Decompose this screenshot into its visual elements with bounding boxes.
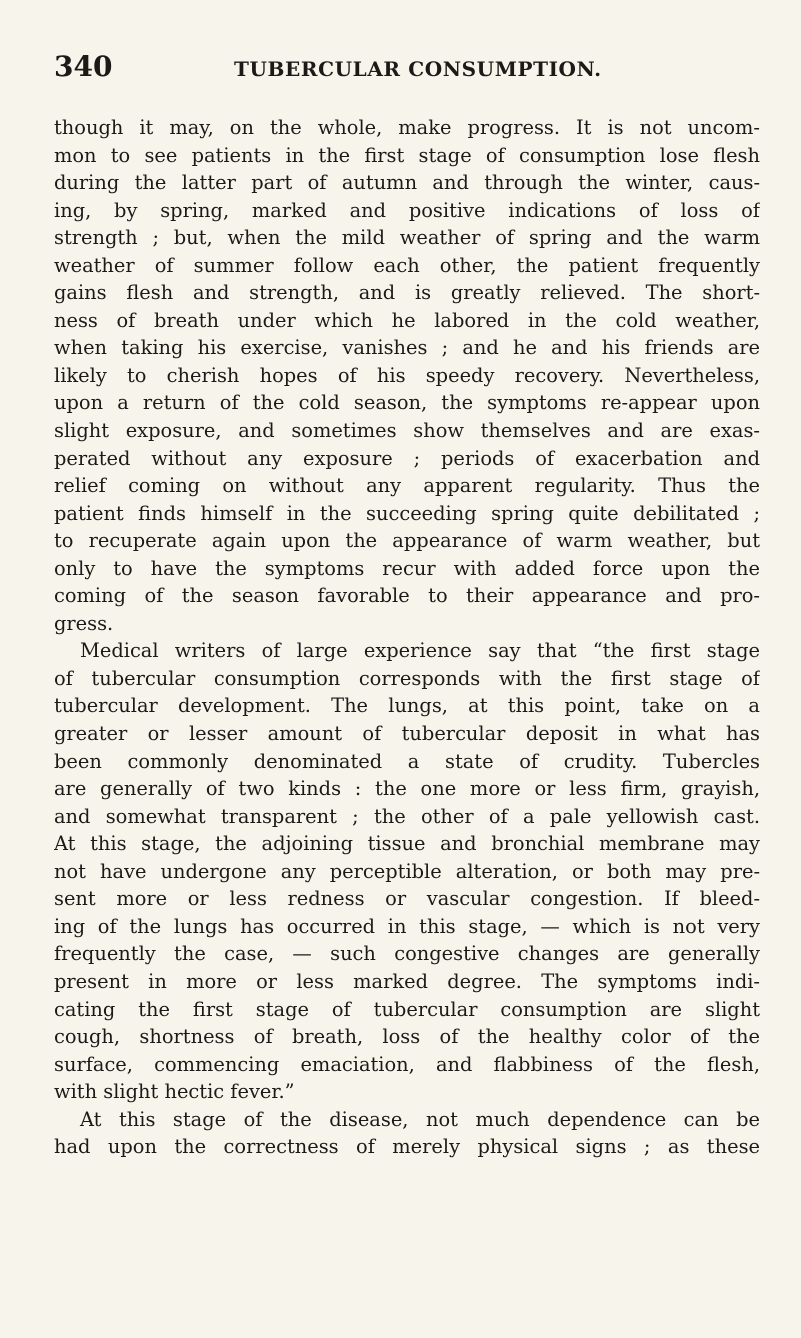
text-line: had upon the correctness of merely physical signs ; as these bbox=[54, 1135, 760, 1159]
body-text bbox=[54, 114, 760, 1161]
text-line: likely to cherish hopes of his speedy recovery. Nevertheless, bbox=[54, 363, 760, 387]
text-line: coming of the season favorable to their appearance and pro- bbox=[54, 584, 760, 608]
text-line: patient finds himself in the succeeding spring quite debilitated ; bbox=[54, 501, 760, 525]
text-line: slight exposure, and sometimes show themselves and are exas- bbox=[54, 419, 760, 443]
text-line: gains flesh and strength, and is greatly relieved. The short- bbox=[54, 281, 760, 305]
text-line: been commonly denominated a state of crudity. Tubercles bbox=[54, 749, 760, 773]
running-title: TUBERCULAR CONSUMPTION. bbox=[234, 57, 602, 81]
text-line: cating the first stage of tubercular consumption are slight bbox=[54, 997, 760, 1021]
text-line: sent more or less redness or vascular congestion. If bleed- bbox=[54, 887, 760, 911]
text-line: of tubercular consumption corresponds with the first stage of bbox=[54, 666, 760, 690]
text-line: tubercular development. The lungs, at this point, take on a bbox=[54, 694, 760, 718]
text-line: ing, by spring, marked and positive indications of loss of bbox=[54, 198, 760, 222]
text-line: though it may, on the whole, make progress. It is not uncom- bbox=[54, 116, 760, 139]
text-line: and somewhat transparent ; the other of a pale yellowish cast. bbox=[54, 804, 760, 828]
text-line: when taking his exercise, vanishes ; and he and his friends are bbox=[54, 336, 760, 360]
text-line: At this stage, the adjoining tissue and bronchial membrane may bbox=[54, 832, 760, 856]
text-line: gress. bbox=[54, 611, 114, 635]
text-line: cough, shortness of breath, loss of the healthy color of the bbox=[54, 1025, 760, 1049]
text-line: ness of breath under which he labored in the cold weather, bbox=[54, 308, 760, 332]
page-number: 340 bbox=[54, 50, 113, 83]
running-head bbox=[54, 52, 759, 82]
text-line: with slight hectic fever.” bbox=[54, 1080, 295, 1104]
text-line: to recuperate again upon the appearance of warm weather, but bbox=[54, 529, 760, 553]
text-line: weather of summer follow each other, the patient frequently bbox=[54, 253, 760, 277]
text-line: not have undergone any perceptible alteration, or both may pre- bbox=[54, 859, 760, 883]
text-line: during the latter part of autumn and through the winter, caus- bbox=[54, 171, 760, 195]
text-line: surface, commencing emaciation, and flabbiness of the flesh, bbox=[54, 1052, 760, 1076]
text-line: are generally of two kinds : the one more or less firm, grayish, bbox=[54, 777, 760, 801]
text-line: greater or lesser amount of tubercular deposit in what has bbox=[54, 722, 760, 746]
text-line: frequently the case, — such congestive changes are generally bbox=[54, 942, 760, 966]
text-line: ing of the lungs has occurred in this stage, — which is not very bbox=[54, 914, 760, 938]
text-line: upon a return of the cold season, the symptoms re-appear upon bbox=[54, 391, 760, 415]
text-line: At this stage of the disease, not much dependence can be bbox=[80, 1107, 760, 1131]
text-line: relief coming on without any apparent regularity. Thus the bbox=[54, 474, 760, 498]
text-line: strength ; but, when the mild weather of spring and the warm bbox=[54, 226, 760, 250]
text-line: present in more or less marked degree. The symptoms indi- bbox=[54, 969, 760, 993]
text-line: only to have the symptoms recur with added force upon the bbox=[54, 556, 760, 580]
text-line: Medical writers of large experience say that “the first stage bbox=[80, 639, 760, 663]
text-line: perated without any exposure ; periods of exacerbation and bbox=[54, 446, 760, 470]
text-line: mon to see patients in the first stage of consumption lose flesh bbox=[54, 143, 760, 167]
